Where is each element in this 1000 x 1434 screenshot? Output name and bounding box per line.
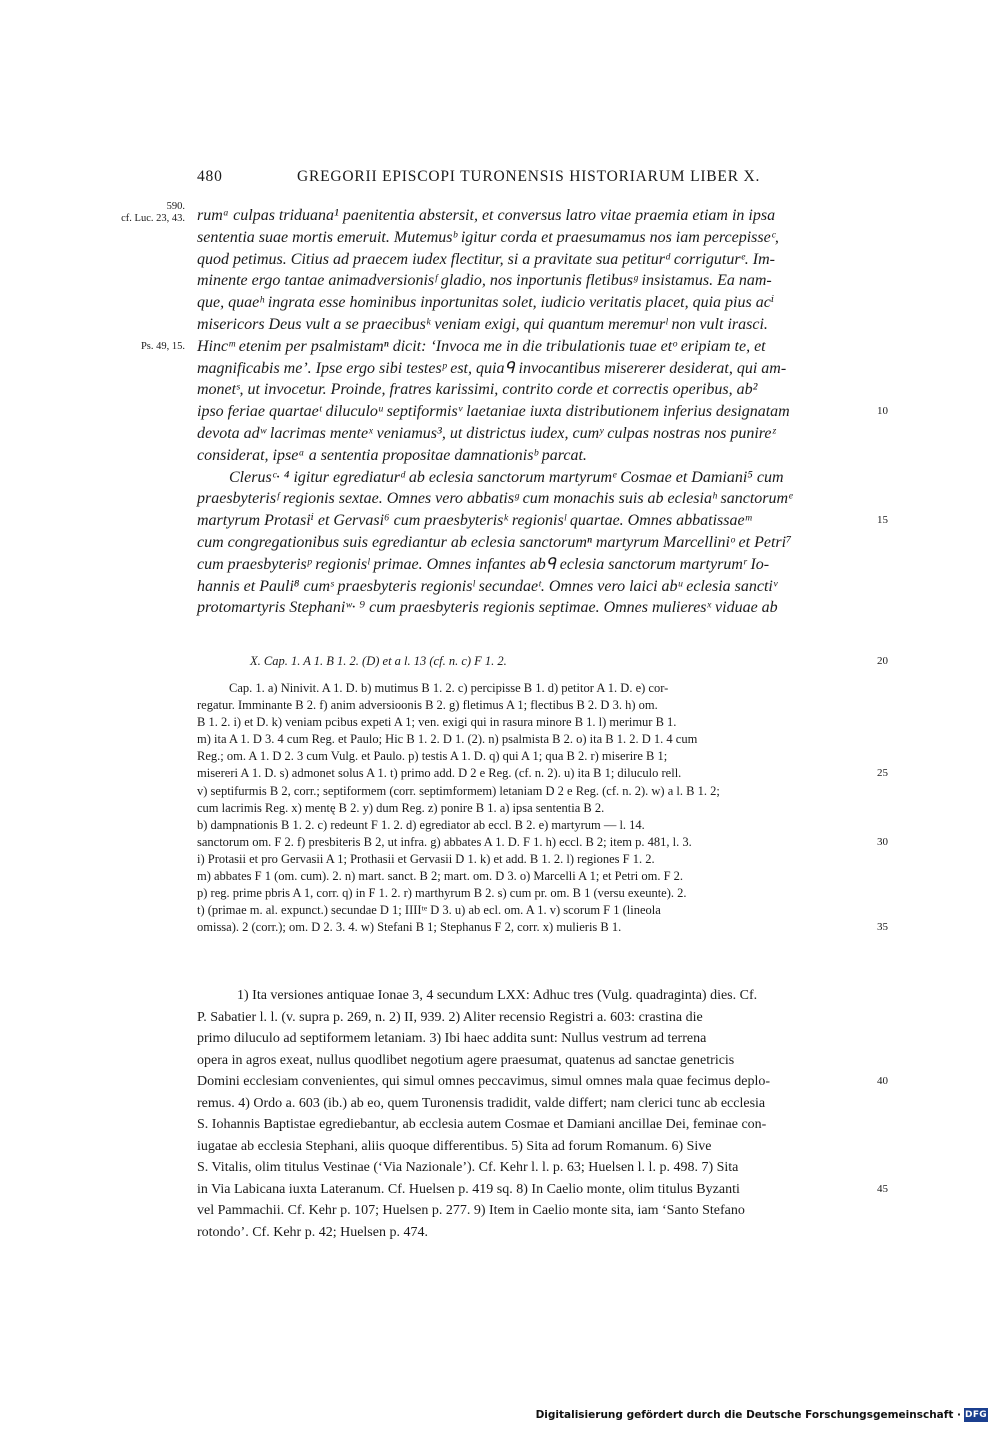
text-line: sententia suae mortis emeruit. Mutemusᵇ igitur corda et praesumamus nos iam percepisseᶜ,: [197, 228, 779, 246]
text-line: 590. cf. Luc. 23, 43. rumᵃ culpas triduana¹ paenitentia abstersit, et conversus latro vitae praemia etiam in ipsa: [121, 201, 776, 224]
text-line: Ps. 49, 15. Hincᵐ etenim per psalmistamⁿ dicit: ‘Invoca me in die tribulationis tuae etᵒ eripiam te, et: [140, 337, 766, 355]
line-number: 15: [877, 514, 888, 527]
apparatus-line: regatur. Imminante B 2. f) anim adversioonis B 2. g) fletimus A 1; flectibus B 2. D 3. h) om.: [197, 698, 658, 713]
apparatus-line: i) Protasii et pro Gervasii A 1; Prothasii et Gervasii D 1. k) et add. B 1. 2. l) regiones F 1. 2.: [197, 851, 655, 866]
text-line: protomartyris Stephaniʷ· ⁹ cum praesbyteris regionis septimae. Omnes mulieresˣ viduae ab: [197, 599, 778, 617]
footnote-line: 1) Ita versiones antiquae Ionae 3, 4 secundum LXX: Adhuc tres (Vulg. quadraginta) dies. Cf.: [237, 988, 758, 1003]
text-line: considerat, ipseᵃ a sententia propositae damnationisᵇ parcat.: [197, 446, 587, 464]
main-text: [121, 201, 888, 619]
text-line: monetˢ, ut invocetur. Proinde, fratres karissimi, contrito corde et correctis operibus, ab²: [197, 381, 758, 399]
margin-year: 590.: [166, 201, 185, 212]
margin-luke-reference: cf. Luc. 23, 43.: [121, 213, 185, 224]
page-number: 480: [197, 168, 223, 185]
footnote-line: remus. 4) Ordo a. 603 (ib.) ab eo, quem Turonensis tradidit, valde differt; nam clerici tunc ab ecclesia: [197, 1095, 766, 1111]
credit-text: Digitalisierung gefördert durch die Deutsche Forschungsgemeinschaft ·: [535, 1409, 961, 1421]
apparatus-line: cum lacrimis Reg. x) mentę B 2. y) dum Reg. z) ponire B 1. a) ipsa sententia B 2.: [197, 800, 605, 815]
apparatus-line: t) (primae m. al. expunct.) secundae D 1; IIIIᵗᵉ D 3. u) ab ecl. om. A 1. v) scorum F 1 (lineola: [197, 903, 661, 918]
footnote-line: primo diluculo ad septiformem letaniam. 3) Ibi haec addita sunt: Nullus vestrum ad terrena: [197, 1031, 707, 1046]
page-header: [197, 168, 867, 192]
text-line: que, quaeʰ ingrata esse hominibus inportunitas solet, iudicio veritatis placet, quia pius acⁱ: [197, 294, 775, 312]
apparatus-line: omissa). 2 (corr.); om. D 2. 3. 4. w) Stefani B 1; Stephanus F 2, corr. x) mulieris B 1. 35: [197, 919, 867, 936]
apparatus-line: Cap. 1. a) Ninivit. A 1. D. b) mutimus B 1. 2. c) percipisse B 1. d) petitor A 1. D. e) cor-: [229, 681, 669, 695]
apparatus-line: sanctorum om. F 2. f) presbiteris B 2, ut infra. g) abbates A 1. D. F 1. h) eccl. B 2; item p. 481, l. 3. 30: [197, 834, 867, 851]
apparatus-line: misereri A 1. D. s) admonet solus A 1. t) primo add. D 2 e Reg. (cf. n. 2). u) ita B 1; diluculo rell. 25: [197, 765, 867, 782]
footnote-line: P. Sabatier l. l. (v. supra p. 269, n. 2) II, 939. 2) Aliter recensio Registri a. 603: crastina die: [197, 1009, 703, 1025]
text-line: cum congregationibus suis egrediantur ab eclesia sanctorumⁿ martyrum Marcelliniᵒ et Petri⁷: [197, 533, 792, 551]
line-number: 10: [877, 405, 888, 418]
footnote-line: Domini ecclesiam convenientes, qui simul omnes peccavimus, simul omnes mala quae fecimus deplo- 40: [197, 1071, 867, 1093]
apparatus-line: Reg.; om. A 1. D 2. 3 cum Vulg. et Paulo. p) testis A 1. D. q) qui A 1; qua B 2. r) miserire B 1;: [197, 749, 668, 764]
text-line: praesbyterisᶠ regionis sextae. Omnes vero abbatisᵍ cum monachis suis ab eclesiaʰ sanctorumᵉ: [197, 490, 793, 508]
footnote-line: S. Iohannis Baptistae egrediebantur, ab ecclesia autem Cosmae et Damiani ancillae Dei, feminae con-: [197, 1117, 767, 1132]
line-number: 40: [877, 1075, 888, 1087]
apparatus-title: X. Cap. 1. A 1. B 1. 2. (D) et a l. 13 (cf. n. c) F 1. 2. 20: [250, 654, 888, 668]
running-title: GREGORII EPISCOPI TURONENSIS HISTORIARUM LIBER X.: [297, 168, 761, 185]
apparatus-line: v) septifurmis B 2, corr.; septiformem (corr. septimformem) letaniam D 2 e Reg. (cf. n. 2). w) a l. B 1. 2;: [197, 783, 720, 798]
text-line: minente ergo tantae animadversionisᶠ gladio, nos inportunis fletibusᵍ insistamus. Ea nam-: [197, 272, 772, 290]
footnote-line: iugatae ab ecclesia Stephani, aliis quoque differentibus. 5) Sita ad forum Romanum. 6) Sive: [197, 1138, 712, 1154]
apparatus-line: B 1. 2. i) et D. k) veniam pcibus expeti A 1; ven. exigi qui in rasura minore B 1. l) merimur B 1.: [197, 715, 677, 730]
footnote-line: opera in agros exeat, nullus quodlibet negotium agere praesumat, quatenus ad sanctae genetricis: [197, 1052, 735, 1068]
line-number: 35: [877, 921, 888, 934]
apparatus-line: m) abbates F 1 (om. cum). 2. n) mart. sanct. B 2; mart. om. D 3. o) Marcelli A 1; et Petri om. F 2.: [197, 869, 684, 884]
dfg-logo-icon: DFG: [965, 1410, 987, 1420]
footnote-line: vel Pammachii. Cf. Kehr p. 107; Huelsen p. 277. 9) Item in Caelio monte sita, iam ‘Santo Stefano: [197, 1203, 745, 1218]
text-line: cum praesbyterisᵖ regionisˡ primae. Omnes infantes abᑫ eclesia sanctorum martyrumʳ Io-: [197, 555, 770, 573]
line-number: 20: [877, 655, 888, 667]
line-number: 45: [877, 1182, 888, 1195]
digitization-credit: [536, 1408, 988, 1422]
text-line: ipso feriae quartaeᵗ diluculoᵘ septiformisᵛ laetaniae iuxta distributionem inferius designatam 10: [197, 401, 867, 423]
text-line: hannis et Pauli⁸ cumˢ praesbyteris regionisˡ secundaeᵗ. Omnes vero laici abᵘ eclesia sanctiᵛ: [197, 577, 778, 595]
text-line: martyrum Protasiⁱ et Gervasi⁶ cum praesbyterisᵏ regionisˡ quartae. Omnes abbatissaeᵐ 15: [197, 510, 867, 532]
critical-apparatus: [197, 680, 888, 936]
apparatus-line: b) dampnationis B 1. 2. c) redeunt F 1. 2. d) egrediator ab eccl. B 2. e) martyrum — l. 14.: [197, 817, 645, 832]
apparatus-line: m) ita A 1. D 3. 4 cum Reg. et Paulo; Hic B 1. 2. D 1. (2). n) psalmista B 2. o) ita B 1. 2. D 1. 4 cum: [197, 732, 698, 747]
line-number: 25: [877, 767, 888, 780]
text-line: devota adʷ lacrimas menteˣ veniamus³, ut districtus iudex, cumʸ culpas nostras nos punireᶻ: [197, 424, 776, 442]
footnote-line: S. Vitalis, olim titulus Vestinae (‘Via Nazionale’). Cf. Kehr l. l. p. 63; Huelsen l. l. p. 498. 7) Sita: [197, 1160, 739, 1175]
footnote-line: in Via Labicana iuxta Lateranum. Cf. Huelsen p. 419 sq. 8) In Caelio monte, olim titulus Byzanti 45: [197, 1179, 867, 1201]
line-number: 30: [877, 835, 888, 848]
apparatus-line: p) reg. prime pbris A 1, corr. q) in F 1. 2. r) marthyrum B 2. s) cum pr. om. B 1 (versu exeunte). 2.: [197, 886, 687, 901]
text-line: misericors Deus vult a se praecibusᵏ veniam exigi, qui quantum meremurˡ non vult irasci.: [197, 315, 768, 333]
footnote-line: rotondo’. Cf. Kehr p. 42; Huelsen p. 474.: [197, 1224, 428, 1240]
text-line: Clerusᶜ· ⁴ igitur egrediaturᵈ ab eclesia sanctorum martyrumᵉ Cosmae et Damiani⁵ cum: [229, 468, 784, 486]
margin-psalm-reference: Ps. 49, 15.: [140, 340, 185, 352]
footnotes: [197, 985, 888, 1243]
text-line: magnificabis me’. Ipse ergo sibi testesᵖ est, quiaᑫ invocantibus misererer desiderat, qui am-: [197, 359, 787, 377]
text-line: quod petimus. Citius ad praecem iudex flectitur, si a pravitate sua petiturᵈ corriguturᵉ. Im-: [197, 250, 775, 268]
